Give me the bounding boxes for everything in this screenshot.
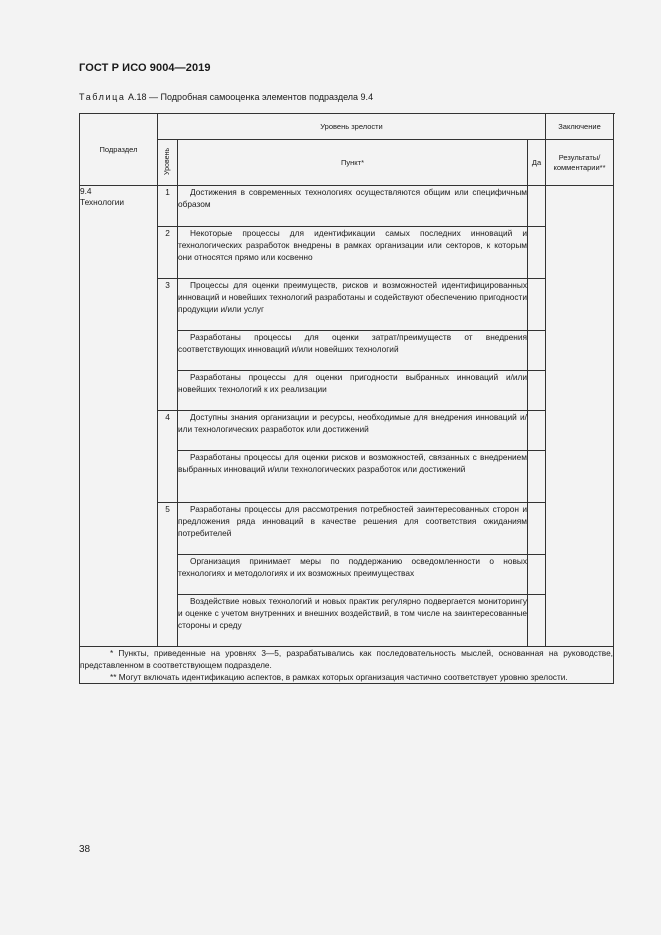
item-text: Некоторые процессы для идентификации самых последних инноваций и технологических разработок внедрены в рамках организации или секторов, к которым они относятся прямо или косвенно: [178, 228, 527, 262]
subsection-number: 9.4: [80, 186, 92, 196]
table-row: [80, 503, 614, 555]
header-item: Пункт*: [178, 140, 528, 186]
header-maturity-level: Уровень зрелости: [158, 114, 546, 140]
level-cell: 2: [158, 227, 178, 279]
item-cell: [178, 186, 528, 227]
footnote-1: * Пункты, приведенные на уровнях 3—5, разрабатывались как последовательность мыслей, основанная на руководстве, представленном в соответствующем подразделе.: [80, 648, 613, 670]
item-text: Организация принимает меры по поддержанию осведомленности о новых технологиях и методологиях и их возможных преимуществах: [178, 556, 527, 578]
yes-cell[interactable]: [528, 371, 546, 411]
yes-cell[interactable]: [528, 411, 546, 451]
header-conclusion: Заключение: [546, 114, 614, 140]
item-text: Разработаны процессы для оценки затрат/преимуществ от внедрения соответствующих инноваций и/или новейших технологий: [178, 332, 527, 354]
yes-cell[interactable]: [528, 595, 546, 647]
subsection-name: Технологии: [80, 197, 125, 207]
item-cell: [178, 331, 528, 371]
yes-cell[interactable]: [528, 227, 546, 279]
subsection-cell: [80, 186, 158, 647]
header-level: [158, 140, 178, 186]
item-text: Разработаны процессы для оценки рисков и возможностей, связанных с внедрением выбранных инноваций и/или технологических разработок или достижений: [178, 452, 527, 474]
table-row: [80, 411, 614, 451]
yes-cell[interactable]: [528, 503, 546, 555]
item-text: Достижения в современных технологиях осуществляются общим или специфичным образом: [178, 187, 527, 209]
footnote-2: ** Могут включать идентификацию аспектов, в рамках которых организация частично соответствует уровню зрелости.: [110, 672, 568, 682]
yes-cell[interactable]: [528, 186, 546, 227]
table-row: [80, 186, 614, 227]
notes-row: [80, 647, 614, 684]
item-cell: [178, 451, 528, 503]
header-level-text: Уровень: [164, 147, 171, 175]
results-cell[interactable]: [546, 186, 614, 647]
standard-title: ГОСТ Р ИСО 9004—2019: [79, 62, 211, 74]
item-cell: [178, 371, 528, 411]
table-label: Таблица: [79, 92, 126, 102]
item-cell: [178, 595, 528, 647]
table-caption-text: А.18 — Подробная самооценка элементов подраздела 9.4: [128, 92, 374, 102]
level-cell: 3: [158, 279, 178, 411]
level-cell: 1: [158, 186, 178, 227]
yes-cell[interactable]: [528, 451, 546, 503]
level-cell: 5: [158, 503, 178, 647]
item-text: Процессы для оценки преимуществ, рисков и возможностей идентифицированных инноваций и новейших технологий разработаны и содействуют обеспечению пригодности продукции и/или услуг: [178, 280, 527, 314]
item-cell: [178, 227, 528, 279]
page-number: 38: [79, 844, 91, 855]
table-row: [80, 279, 614, 331]
item-text: Разработаны процессы для оценки пригодности выбранных инноваций и/или новейших технологий к их реализации: [178, 372, 527, 394]
table-caption: [79, 92, 373, 102]
table-row: [80, 227, 614, 279]
item-cell: [178, 555, 528, 595]
self-assessment-table: [79, 113, 614, 684]
item-cell: [178, 279, 528, 331]
notes-cell: [80, 647, 614, 684]
yes-cell[interactable]: [528, 331, 546, 371]
yes-cell[interactable]: [528, 279, 546, 331]
header-subsection: Подраздел: [80, 114, 158, 186]
header-yes: Да: [528, 140, 546, 186]
item-text: Доступны знания организации и ресурсы, необходимые для внедрения инноваций и/или технологических разработок или достижений: [178, 412, 527, 434]
yes-cell[interactable]: [528, 555, 546, 595]
item-text: Разработаны процессы для рассмотрения потребностей заинтересованных сторон и предложения ряда инноваций в качестве решения для соответствия ожиданиям потребителей: [178, 504, 527, 538]
item-cell: [178, 503, 528, 555]
header-results: Результаты/ комментарии**: [546, 140, 614, 186]
item-cell: [178, 411, 528, 451]
level-cell: 4: [158, 411, 178, 503]
item-text: Воздействие новых технологий и новых практик регулярно подвергается мониторингу и оценке с учетом внутренних и внешних воздействий, в том числе на заинтересованные стороны и среду: [178, 596, 527, 630]
